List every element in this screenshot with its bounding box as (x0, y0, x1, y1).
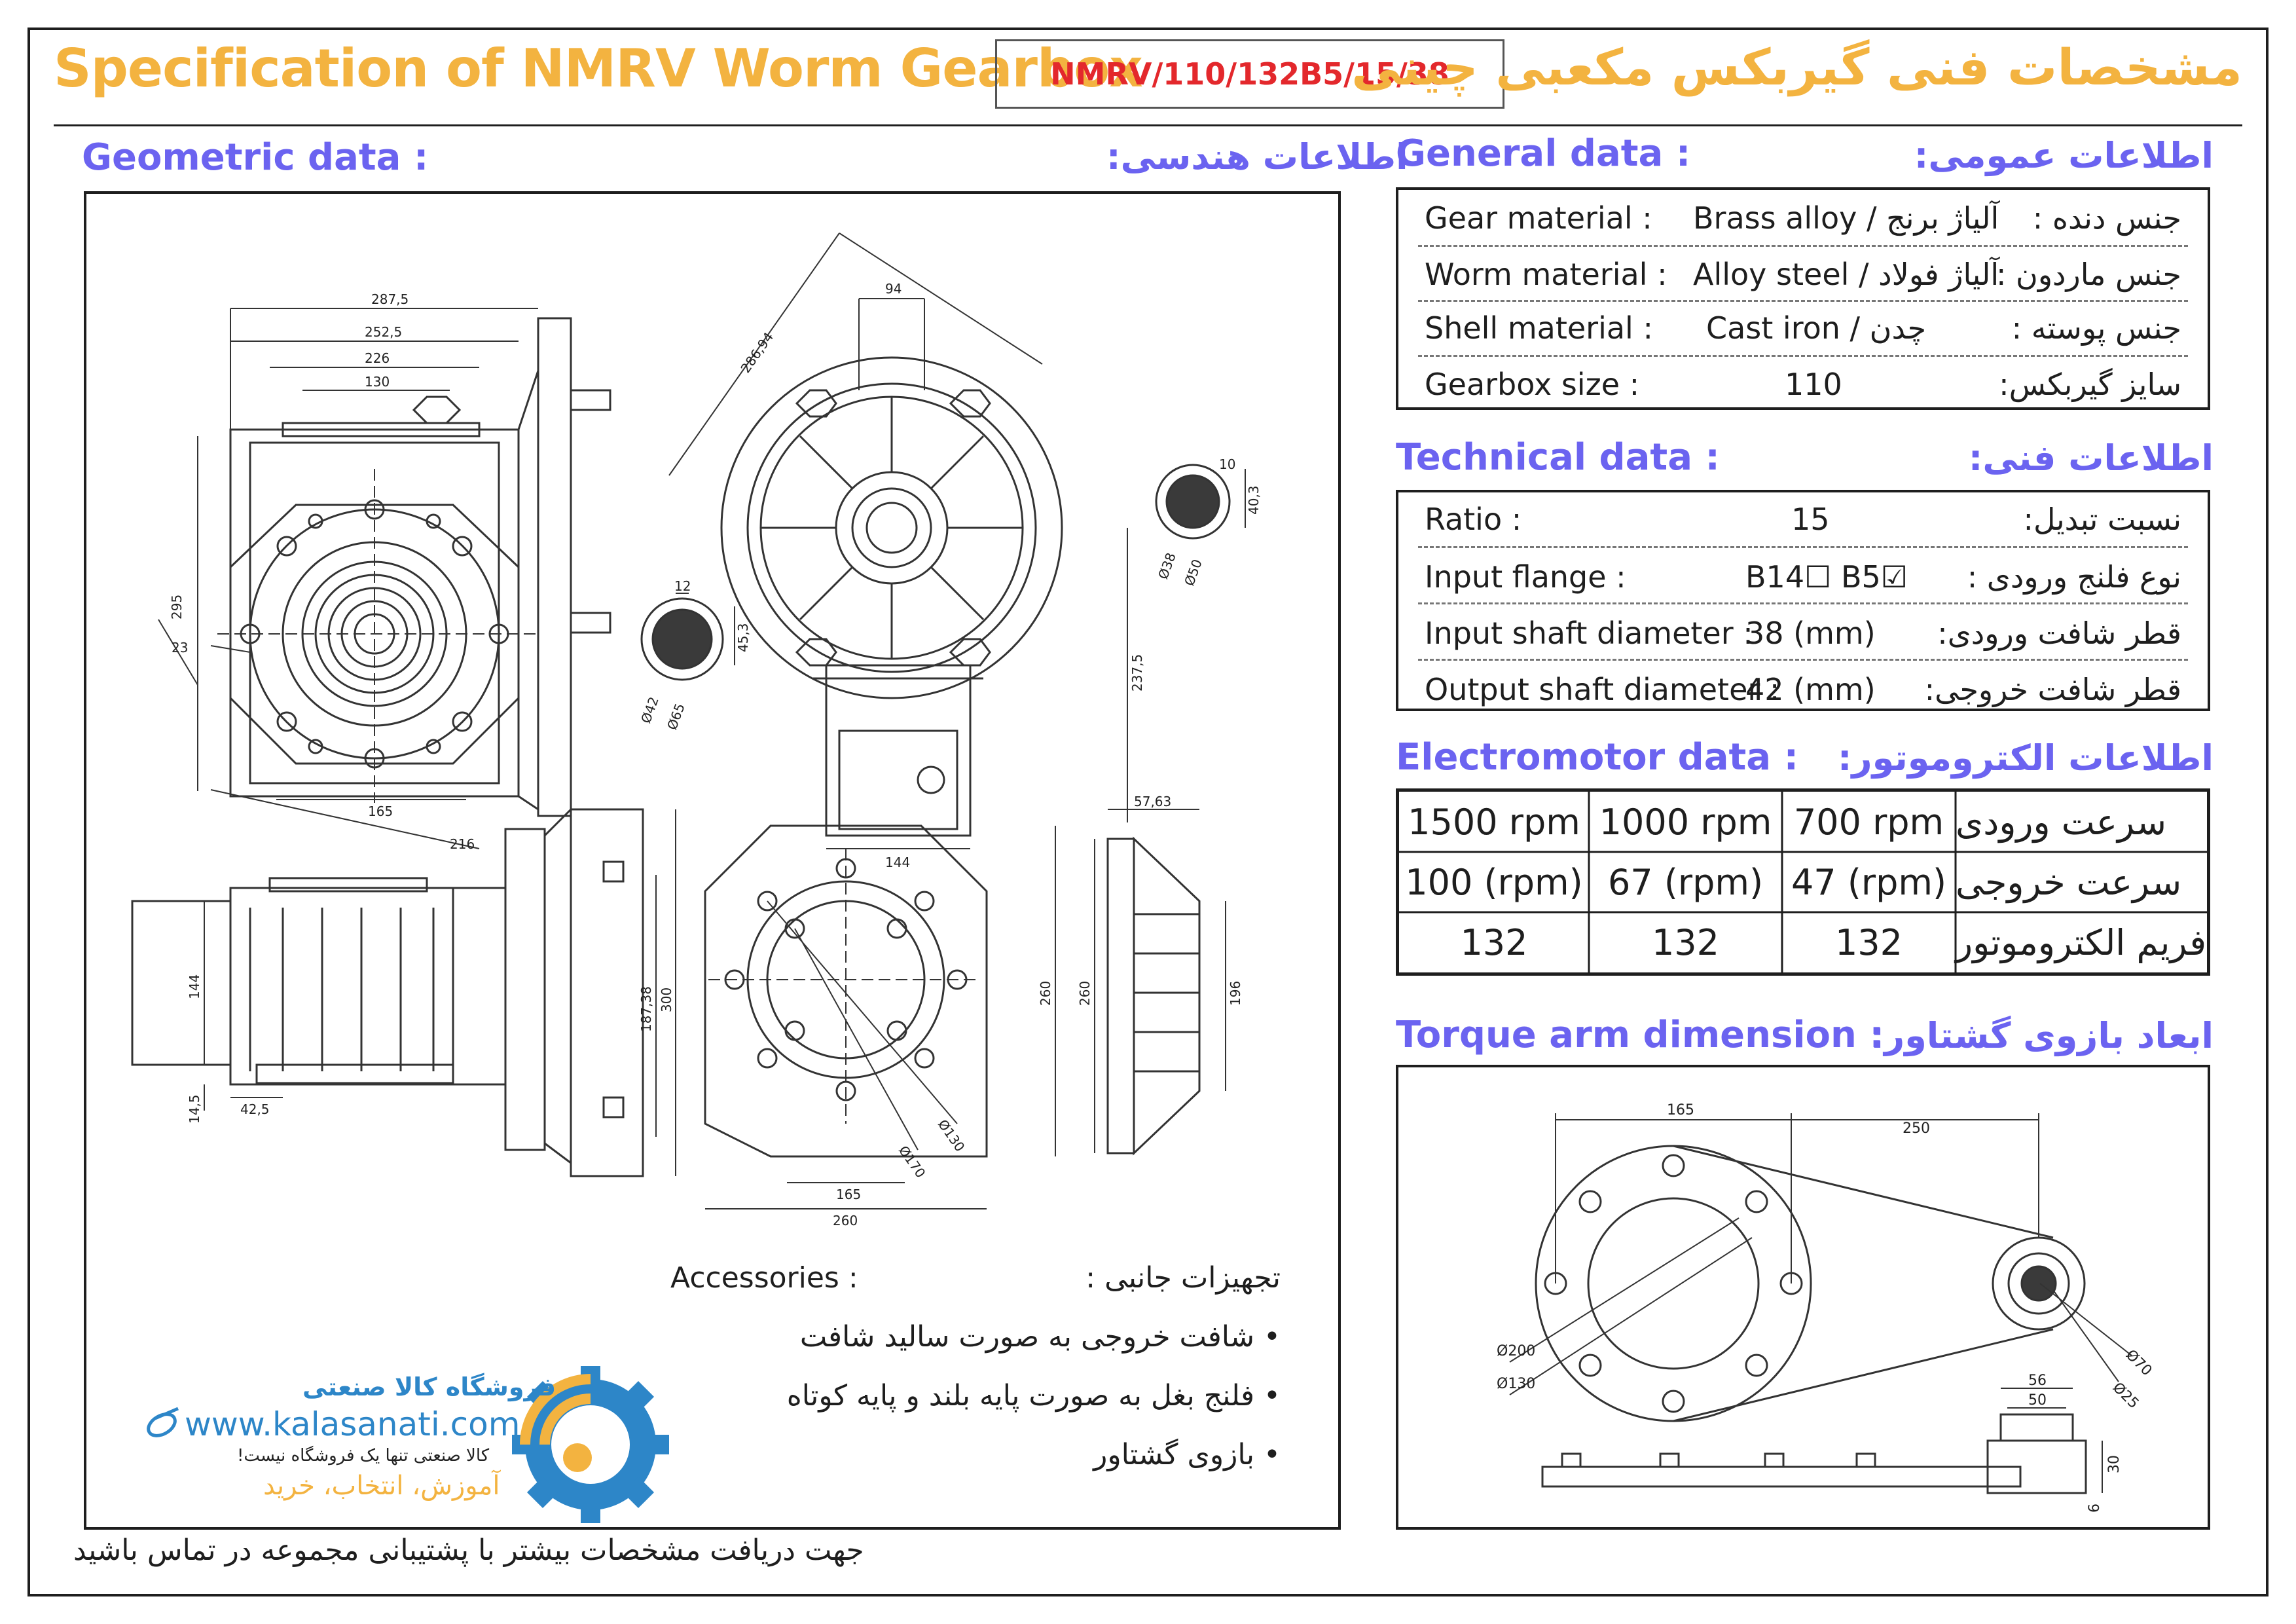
rside-dim-57: 57,63 (1134, 794, 1172, 809)
geometric-drawing-box (84, 191, 1341, 1530)
technical-row: Output shaft diameter : 42 (mm) قطر شافت خروجی: (1425, 672, 2181, 707)
motor-row-label: سرعت خروجی (1956, 861, 2182, 903)
torque-arm-drawing (1398, 1067, 2208, 1527)
arm-dim-250: 250 (1903, 1120, 1930, 1137)
general-title-en: General data : (1396, 132, 1691, 175)
dim-216: 216 (450, 836, 475, 852)
dim-10: 10 (1219, 456, 1236, 472)
motor-row-label: سرعت ورودی (1956, 801, 2166, 843)
technical-row: Ratio : 15 نسبت تبدیل: (1425, 502, 2181, 537)
dim-165: 165 (368, 803, 393, 819)
dim-226: 226 (365, 350, 390, 366)
dim-o42: Ø42 (638, 694, 662, 726)
electromotor-title-fa: اطلاعات الکتروموتور: (1837, 737, 2214, 779)
dim-o38: Ø38 (1155, 550, 1179, 581)
general-title-fa: اطلاعات عمومی: (1914, 135, 2214, 176)
side-dim-187: 187,38 (638, 986, 654, 1032)
arm-dim-165: 165 (1667, 1102, 1694, 1118)
torque-arm-title-fa: ابعاد بازوی گشتاور: (1870, 1015, 2214, 1056)
dim-286: 286,94 (737, 329, 777, 376)
general-row: Shell material : Cast iron / چدن جنس پوسته : (1425, 310, 2181, 346)
technical-data-table (1396, 490, 2210, 711)
arm-dim-56: 56 (2028, 1373, 2047, 1389)
motor-cell: 67 (rpm) (1607, 861, 1764, 903)
logo-url[interactable]: www.kalasanati.com (185, 1405, 520, 1443)
motor-row-label: فریم الکتروموتور (1956, 921, 2207, 963)
motor-cell: 132 (1651, 921, 1720, 963)
flange-dim-o130: Ø130 (934, 1116, 968, 1155)
dim-23: 23 (172, 640, 189, 655)
accessories-title-fa: تجهیزات جانبی : (1085, 1261, 1281, 1295)
arm-dim-o130: Ø130 (1497, 1376, 1536, 1392)
technical-title-en: Technical data : (1396, 436, 1720, 479)
dim-12: 12 (674, 578, 691, 594)
torque-arm-title-en: Torque arm dimension : (1396, 1014, 1884, 1056)
rside-dim-260: 260 (1077, 980, 1093, 1006)
technical-title-fa: اطلاعات فنی: (1968, 437, 2214, 479)
arm-dim-30: 30 (2106, 1455, 2123, 1473)
motor-cell: 1500 rpm (1408, 801, 1580, 843)
logo-tagline: کالا صنعتی تنها یک فروشگاه نیست! (237, 1446, 490, 1466)
footer-contact-note: جهت دریافت مشخصات بیشتر با پشتیبانی مجموعه در تماس باشید (73, 1534, 864, 1567)
electromotor-title-en: Electromotor data : (1396, 736, 1798, 779)
side-dim-300: 300 (659, 987, 674, 1012)
dim-252: 252,5 (365, 324, 403, 340)
dim-o65: Ø65 (664, 701, 688, 732)
title-english: Specification of NMRV Worm Gearbox (54, 38, 1142, 99)
general-row: Worm material : Alloy steel / آلیاژ فولاد جنس ماردون : (1425, 257, 2181, 292)
general-data-table (1396, 187, 2210, 410)
dim-40-3: 40,3 (1246, 485, 1262, 515)
general-row: Gear material : Brass alloy / آلیاژ برنج جنس دنده : (1425, 200, 2181, 236)
motor-cell: 100 (rpm) (1405, 861, 1583, 903)
motor-cell: 132 (1460, 921, 1528, 963)
header-divider (54, 124, 2242, 126)
geometric-title-en: Geometric data : (82, 136, 429, 179)
accessories-title-en: Accessories : (670, 1261, 858, 1295)
motor-cell: 700 rpm (1793, 801, 1944, 843)
rside-dim-196: 196 (1228, 980, 1243, 1006)
arm-dim-50: 50 (2028, 1392, 2047, 1409)
logo-name: فروشگاه کالا صنعتی (302, 1373, 556, 1401)
general-row: Gearbox size : 110 سایز گیربکس: (1425, 367, 2181, 402)
arm-dim-o70: Ø70 (2122, 1346, 2155, 1380)
electromotor-table (1396, 788, 2210, 976)
dim-94: 94 (885, 281, 902, 297)
side-dim-42-5: 42,5 (240, 1101, 270, 1117)
dim-144: 144 (885, 855, 911, 870)
motor-cell: 132 (1834, 921, 1903, 963)
arm-dim-o25: Ø25 (2109, 1379, 2142, 1412)
side-dim-14-5: 14,5 (187, 1094, 202, 1124)
flange-dim-o170: Ø170 (895, 1143, 929, 1181)
motor-cell: 47 (rpm) (1791, 861, 1947, 903)
dim-237: 237,5 (1129, 654, 1145, 692)
store-logo (132, 1346, 721, 1530)
technical-row: Input flange : B14☐ B5☑ نوع فلنج ورودی : (1425, 559, 2181, 595)
dim-130: 130 (365, 374, 390, 390)
accessory-item: • بازوی گشتاور (1093, 1438, 1281, 1471)
dim-45-3: 45,3 (735, 623, 751, 652)
logo-slogan: آموزش، انتخاب، خرید (263, 1471, 500, 1501)
model-code: NMRV/110/132B5/15/38 (1050, 56, 1449, 92)
dim-295: 295 (169, 594, 185, 619)
dim-o50: Ø50 (1181, 557, 1205, 588)
flange-dim-260v: 260 (1038, 980, 1053, 1006)
title-persian: مشخصات فنی گیربکس مکعبی چینی (1351, 38, 2242, 96)
accessory-item: • شافت خروجی به صورت سالید شافت (799, 1320, 1281, 1354)
motor-cell: 1000 rpm (1599, 801, 1772, 843)
flange-dim-260h: 260 (833, 1213, 858, 1228)
technical-row: Input shaft diameter : 38 (mm) قطر شافت ورودی: (1425, 616, 2181, 651)
side-dim-144: 144 (187, 974, 202, 999)
arm-dim-6: 6 (2086, 1504, 2103, 1513)
flange-dim-165: 165 (836, 1187, 862, 1202)
arm-dim-o200: Ø200 (1497, 1343, 1536, 1359)
dim-287: 287,5 (371, 291, 409, 307)
accessory-item: • فلنج بغل به صورت پایه بلند و پایه کوتاه (786, 1379, 1281, 1412)
geometric-title-fa: اطلاعات هندسی: (1106, 136, 1408, 177)
torque-arm-box (1396, 1065, 2210, 1530)
